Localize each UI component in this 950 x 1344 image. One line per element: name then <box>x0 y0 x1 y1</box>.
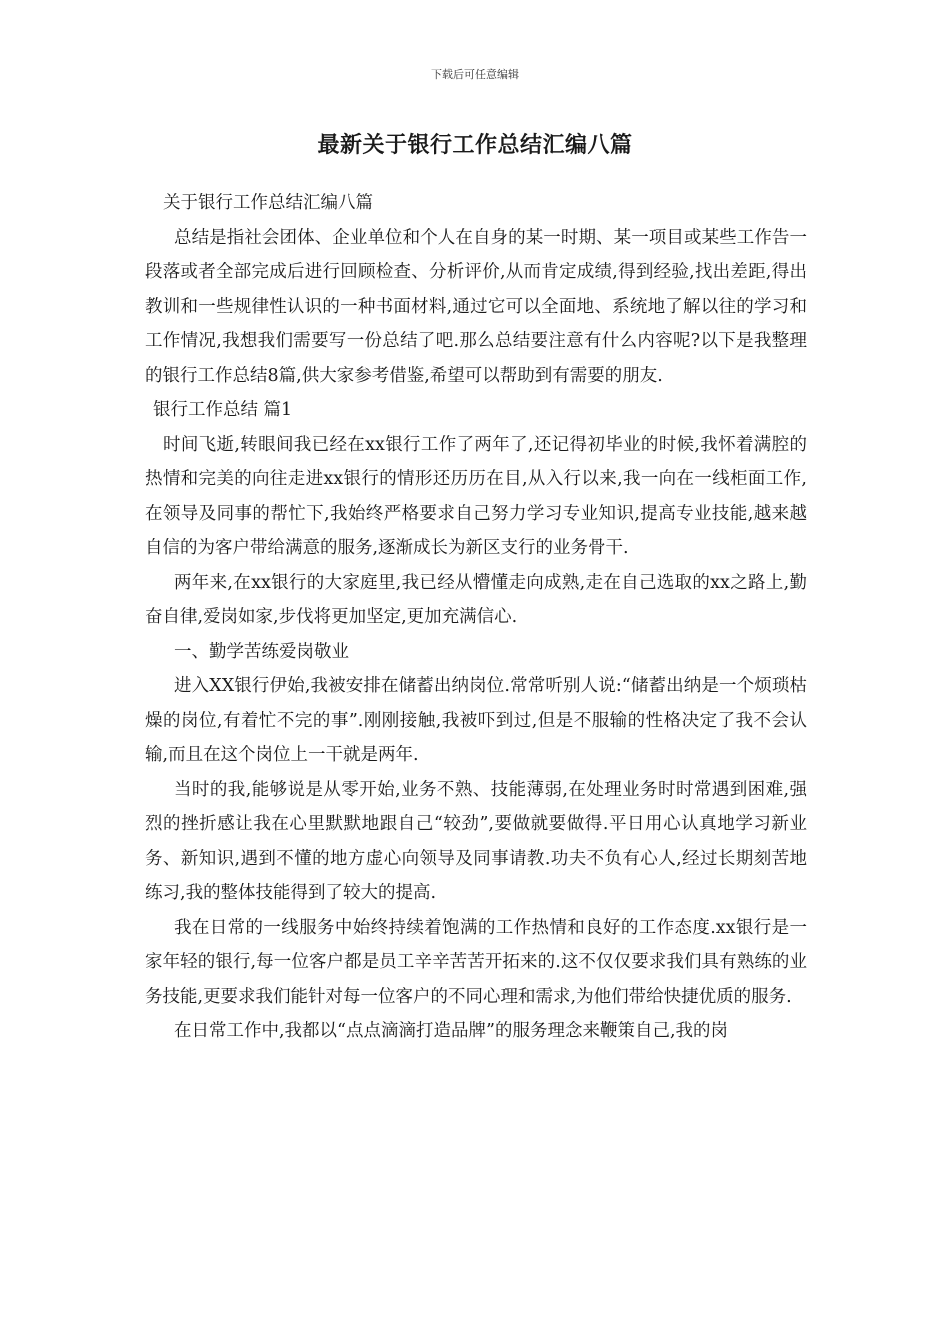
paragraph: 进入XX银行伊始,我被安排在储蓄出纳岗位.常常听别人说:“储蓄出纳是一个烦琐枯燥的岗位,有着忙不完的事”.刚刚接触,我被吓到过,但是不服输的性格决定了我不会认输,而且在这个岗位上一干就是两年. <box>145 676 807 765</box>
document-body <box>145 186 807 1049</box>
paragraph: 当时的我,能够说是从零开始,业务不熟、技能薄弱,在处理业务时时常遇到困难,强烈的挫折感让我在心里默默地跟自己“较劲”,要做就要做得.平日用心认真地学习新业务、新知识,遇到不懂的地方虚心向领导及同事请教.功夫不负有心人,经过长期刻苦地练习,我的整体技能得到了较大的提高. <box>145 779 807 903</box>
section-heading-diligence: 一、勤学苦练爱岗敬业 <box>174 641 349 662</box>
paragraph: 两年来,在xx银行的大家庭里,我已经从懵懂走向成熟,走在自己选取的xx之路上,勤奋自律,爱岗如家,步伐将更加坚定,更加充满信心. <box>145 572 807 627</box>
section-heading-part-1: 银行工作总结 篇1 <box>153 400 293 420</box>
paragraph: 我在日常的一线服务中始终持续着饱满的工作热情和良好的工作态度.xx银行是一家年轻的银行,每一位客户都是员工辛辛苦苦开拓来的.这不仅仅要求我们具有熟练的业务技能,更要求我们能针对每一位客户的不同心理和需求,为他们带给快捷优质的服务. <box>145 917 807 1007</box>
paragraph: 在日常工作中,我都以“点点滴滴打造品牌”的服务理念来鞭策自己,我的岗 <box>174 1021 729 1041</box>
paragraph-subtitle: 关于银行工作总结汇编八篇 <box>163 193 373 213</box>
header-note: 下载后可任意编辑 <box>431 68 519 81</box>
paragraph-intro: 总结是指社会团体、企业单位和个人在自身的某一时期、某一项目或某些工作告一段落或者全部完成后进行回顾检查、分析评价,从而肯定成绩,得到经验,找出差距,得出教训和一些规律性认识的一种书面材料,通过它可以全面地、系统地了解以往的学习和工作情况,我想我们需要写一份总结了吧.那么总结要注意有什么内容呢?以下是我整理的银行工作总结8篇,供大家参考借鉴,希望可以帮助到有需要的朋友. <box>145 227 807 386</box>
document-title: 最新关于银行工作总结汇编八篇 <box>317 132 633 158</box>
paragraph: 时间飞逝,转眼间我已经在xx银行工作了两年了,还记得初毕业的时候,我怀着满腔的热情和完美的向往走进xx银行的情形还历历在目,从入行以来,我一向在一线柜面工作,在领导及同事的帮忙下,我始终严格要求自己努力学习专业知识,提高专业技能,越来越自信的为客户带给满意的服务,逐渐成长为新区支行的业务骨干. <box>145 434 807 558</box>
